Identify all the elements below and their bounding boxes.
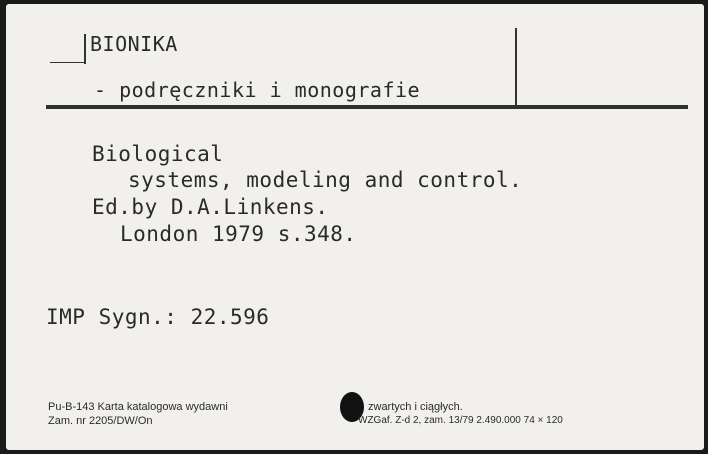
shelfmark: IMP Sygn.: 22.596	[46, 305, 270, 329]
header-right-vertical-bar	[515, 28, 517, 108]
header-vertical-bar	[84, 34, 86, 64]
entry-line-2: systems, modeling and control.	[128, 168, 523, 192]
catalog-card	[6, 4, 704, 450]
entry-line-3: Ed.by D.A.Linkens.	[92, 195, 329, 219]
footer-line-2-left: Zam. nr 2205/DW/On	[48, 415, 153, 427]
header-title: BIONIKA	[90, 32, 178, 56]
header-divider	[46, 105, 688, 109]
footer-line-2-right: WZGaf. Z-d 2, zam. 13/79 2.490.000 74 × 120	[358, 415, 563, 426]
header-subtitle: - podręczniki i monografie	[94, 78, 421, 102]
entry-line-4: London 1979 s.348.	[120, 222, 357, 246]
footer-line-1-left: Pu-B-143 Karta katalogowa wydawni	[48, 401, 228, 413]
entry-line-1: Biological	[92, 142, 224, 166]
header-left-rule	[50, 62, 86, 63]
footer-line-1-right: zwartych i ciągłych.	[368, 401, 463, 413]
